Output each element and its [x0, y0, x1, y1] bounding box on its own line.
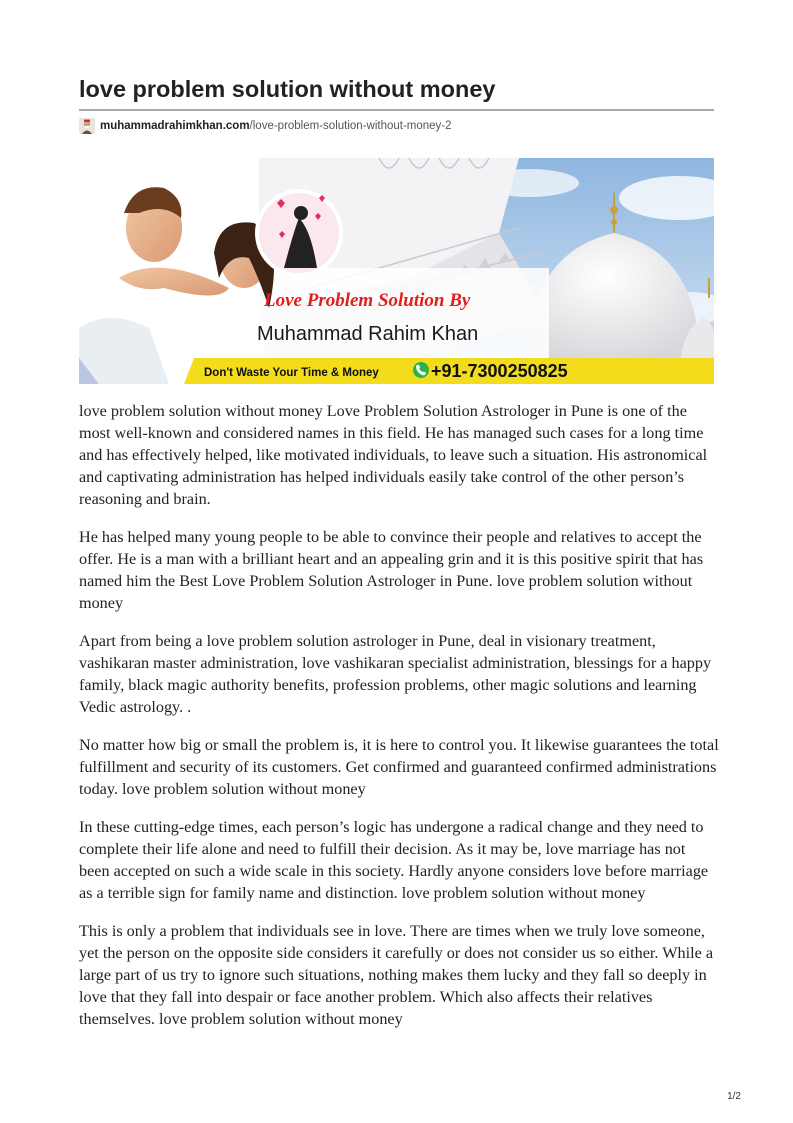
banner-script-text: Love Problem Solution By — [264, 290, 471, 311]
article-paragraph: He has helped many young people to be able to convince their people and relatives to accept the offer. He is a man with a brilliant heart and an appealing grin and it is this positive spirit that has named him the Best Love Problem Solution Astrologer in Pune. love problem solution without money — [79, 528, 704, 612]
site-favicon-icon — [79, 118, 95, 134]
article-paragraph: No matter how big or small the problem is, it is here to control you. It likewise guarantees the total fulfillment and security of its customers. Get confirmed and guaranteed confirmed administrations today. love problem solution without money — [79, 736, 719, 798]
page-number: 1/2 — [727, 1091, 741, 1102]
article-paragraph: Apart from being a love problem solution astrologer in Pune, deal in visionary treatment, vashikaran master administration, love vashikaran specialist administration, blessings for a happy family, black magic authority benefits, profession problems, other magic solutions and learning Vedic astrology. . — [79, 632, 712, 716]
banner-phone-text: +91-7300250825 — [431, 361, 568, 381]
source-path[interactable]: /love-problem-solution-without-money-2 — [249, 120, 452, 132]
banner-image — [79, 158, 714, 384]
source-domain[interactable]: muhammadrahimkhan.com — [100, 120, 250, 132]
page-title: love problem solution without money — [79, 76, 496, 102]
phone-icon — [413, 362, 429, 378]
banner-tagline-text: Don't Waste Your Time & Money — [204, 367, 379, 379]
article-body — [79, 400, 719, 1046]
article-paragraph: love problem solution without money Love Problem Solution Astrologer in Pune is one of the most well-known and considered names in this field. He has managed such cases for a long time and has effectively helped, like motivated individuals, to leave such a situation. His astronomical and captivating administration has helped individuals easily take control of the other person’s reasoning and brain. — [79, 402, 708, 508]
article-paragraph: This is only a problem that individuals see in love. There are times when we truly love someone, yet the person on the opposite side considers it carefully or does not consider us so either. While a large part of us try to ignore such situations, nothing makes them lucky and they fall so deeply in love that they fall into despair or face another problem. Which also affects their relatives themselves. love problem solution without money — [79, 922, 714, 1028]
banner-name-text: Muhammad Rahim Khan — [257, 323, 479, 345]
source-line — [79, 117, 452, 135]
title-divider — [79, 109, 714, 111]
article-paragraph: In these cutting-edge times, each person’s logic has undergone a radical change and they need to complete their life alone and need to fulfill their decision. As it may be, love marriage has not been accepted on such a wide scale in this society. Hardly anyone considers love before marriage as a terrible sign for family name and distinction. love problem solution without money — [79, 818, 709, 902]
